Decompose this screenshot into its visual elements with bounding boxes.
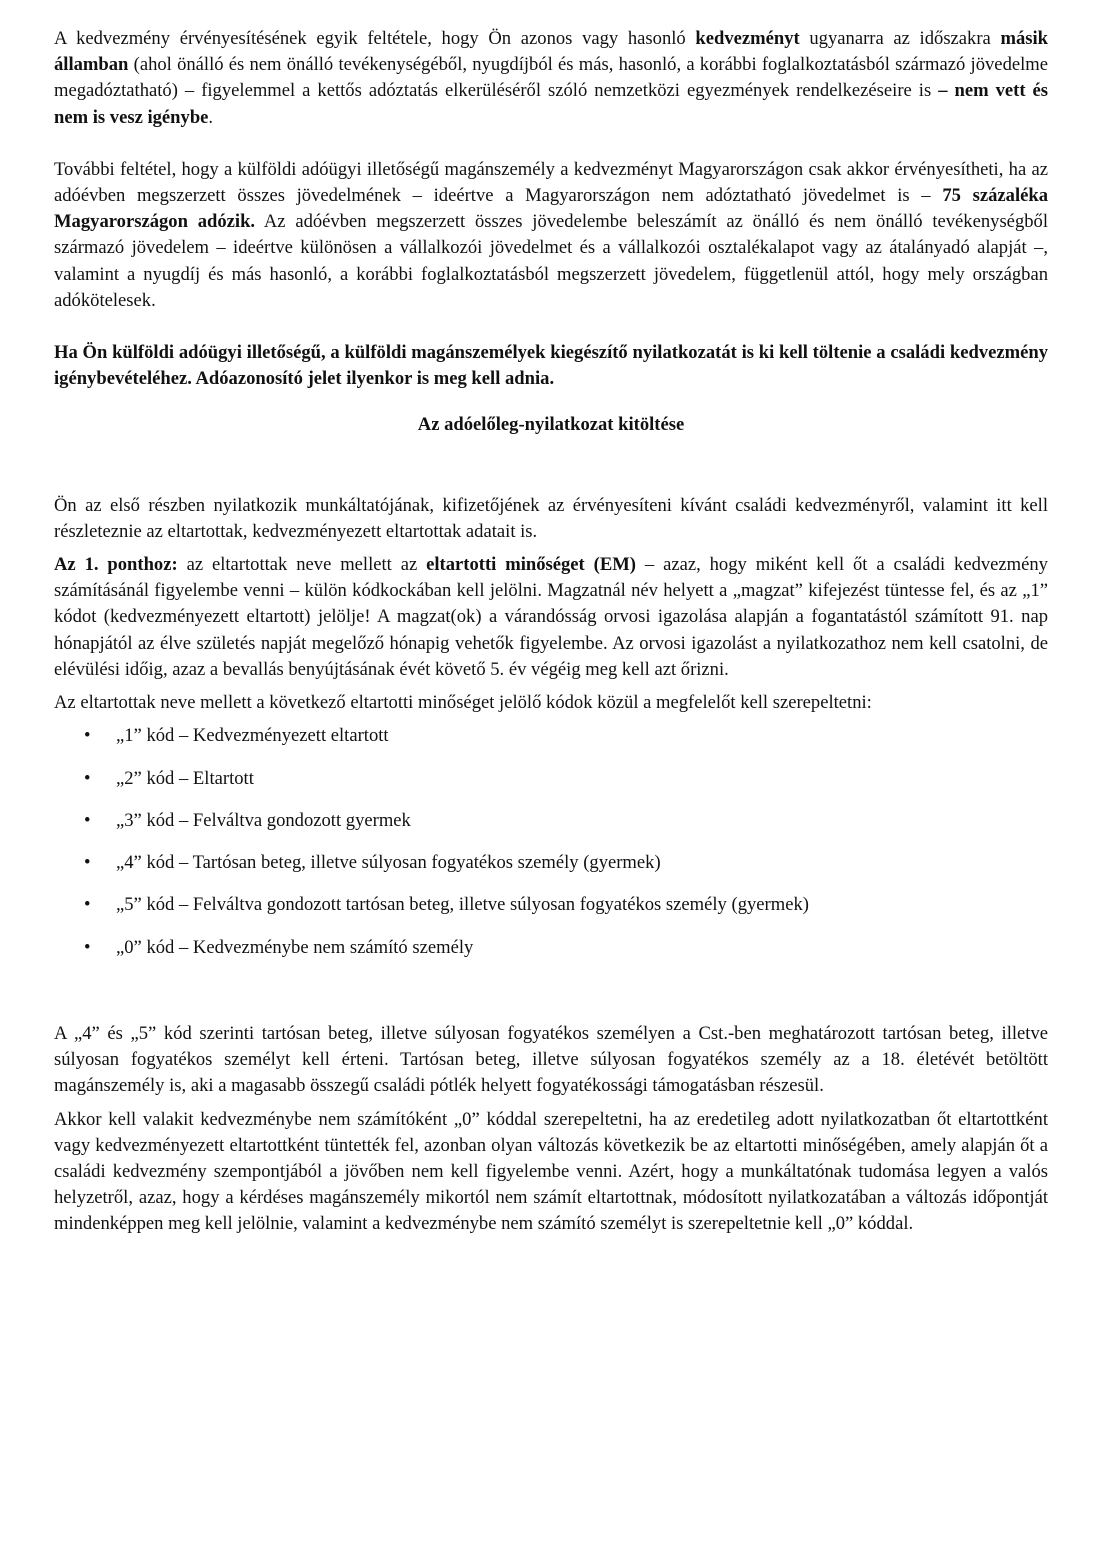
list-item: [54, 808, 1048, 850]
list-item-text: „2” kód – Eltartott: [116, 767, 254, 789]
list-item: [54, 850, 1048, 892]
section-heading: Az adóelőleg-nyilatkozat kitöltése: [417, 414, 685, 436]
list-item-text: „4” kód – Tartósan beteg, illetve súlyosan fogyatékos személy (gyermek): [116, 852, 661, 874]
bullet-icon: •: [84, 894, 91, 916]
text-span: További feltétel, hogy a külföldi adóügyi illetőségű magánszemély a kedvezményt Magyarországon csak akkor érvényesítheti, ha az adóévben megszerzett összes jövedelmének – ideértve a Magyarországon nem adóztatható jövedelmet is –: [54, 158, 1048, 207]
list-item: [54, 723, 1048, 765]
text-span: Ön az első részben nyilatkozik munkáltatójának, kifizetőjének az érvényesíteni kívánt családi kedvezményről, valamint itt kell részleteznie az eltartottak, kedvezményezett eltartottak adatait is.: [54, 494, 1048, 542]
code-list: [54, 723, 1048, 977]
list-item-text: „0” kód – Kedvezménybe nem számító személy: [116, 936, 474, 958]
list-item-text: „1” kód – Kedvezményezett eltartott: [116, 725, 389, 747]
bold-span: Az 1. ponthoz:: [54, 554, 178, 576]
text-span: az eltartottak neve mellett az: [177, 554, 427, 576]
text-span: (ahol önálló és nem önálló tevékenységéből, nyugdíjból és más, hasonló, a korábbi foglalkoztatásból származó jövedelme megadóztatható) – figyelemmel a kettős adóztatás elkerüléséről szóló nemzetközi egyezmények rendelkezéseire is: [54, 54, 1048, 102]
bullet-icon: •: [84, 767, 91, 789]
text-span: Az adóévben megszerzett összes jövedelembe beleszámít az önálló és nem önálló tevékenységből származó jövedelem – ideértve különösen a vállalkozói jövedelmet és a vállalkozói osztalékalapot vagy az átalányadó alapját –, valamint a nyugdíj és más hasonló, a korábbi foglalkoztatásból megszerzett jövedelem, függetlenül attól, hogy mely országban adókötelesek.: [54, 211, 1048, 311]
list-item-text: „5” kód – Felváltva gondozott tartósan beteg, illetve súlyosan fogyatékos személy (gyermek): [116, 894, 809, 916]
paragraph-codes-intro: [54, 690, 1048, 716]
list-item-text: „3” kód – Felváltva gondozott gyermek: [116, 809, 411, 831]
text-span: ugyanarra az időszakra: [799, 28, 1001, 49]
text-span: A kedvezmény érvényesítésének egyik feltétele, hogy Ön azonos vagy hasonló: [54, 28, 696, 49]
text-span: – azaz, hogy miként kell őt a családi kedvezmény számításánál figyelembe venni – külön kódkockában kell jelölni. Magzatnál név helyett a „magzat” kifejezést tüntesse fel, és az „1” kódot (kedvezményezett eltartott) jelölje! A magzat(ok) a várandósság orvosi igazolása alapján a fogantatástól számított 91. nap hónapjától az élve születés napját megelőző hónapig vehetők figyelembe. Az orvosi igazolást a nyilatkozathoz nem kell csatolni, de elévülési időig, azaz a bevallás benyújtásának évét követő 5. év végéig meg kell azt őrizni.: [54, 554, 1048, 680]
bold-span: – nem vett és nem is vesz igénybe: [54, 80, 1049, 128]
paragraph-point-1: [54, 552, 1048, 683]
bold-span: Ha Ön külföldi adóügyi illetőségű, a külföldi magánszemélyek kiegészítő nyilatkozatát is ki kell töltenie a családi kedvezmény igénybevételéhez. Adóazonosító jelet ilyenkor is meg kell adnia.: [54, 342, 1048, 390]
text-span: .: [208, 106, 214, 128]
text-span: Az eltartottak neve mellett a következő eltartotti minőséget jelölő kódok közül a megfelelőt kell szerepeltetni:: [54, 692, 872, 714]
bullet-icon: •: [84, 852, 91, 874]
paragraph-foreign-resident-notice: [54, 340, 1048, 392]
paragraph-first-part-intro: [54, 493, 1048, 545]
bullet-icon: •: [84, 809, 91, 831]
list-item: [54, 892, 1048, 934]
text-span: A „4” és „5” kód szerinti tartósan beteg, illetve súlyosan fogyatékos személyen a Cst.-ben meghatározott tartósan beteg, illetve súlyosan fogyatékos személyt kell érteni. Tartósan beteg, illetve súlyosan fogyatékos személy az a 18. életévét betöltött magánszemély is, aki a magasabb összegű családi pótlék helyett fogyatékossági támogatásban részesül.: [54, 1023, 1048, 1097]
bold-span: másik államban: [54, 28, 1049, 76]
bold-span: eltartotti minőséget (EM): [426, 554, 636, 576]
paragraph-code-4-5-definition: [54, 1021, 1048, 1100]
document-page: [54, 26, 1048, 1238]
bullet-icon: •: [84, 725, 91, 747]
list-item: [54, 766, 1048, 808]
bullet-icon: •: [84, 936, 91, 958]
paragraph-double-benefit-condition: [54, 26, 1048, 131]
list-item: [54, 935, 1048, 977]
text-span: Akkor kell valakit kedvezménybe nem számítóként „0” kóddal szerepeltetni, ha az eredetileg adott nyilatkozatban őt eltartottként vagy kedvezményezett eltartottként tüntették fel, azonban olyan változás következik be az eltartotti minőségében, amely alapján őt a családi kedvezmény szempontjából a jövőben nem kell figyelembe venni. Azért, hogy a munkáltatónak tudomása legyen a valós helyzetről, azaz, hogy a kérdéses magánszemély mikortól nem számít eltartottnak, módosított nyilatkozatában a változás időpontját mindenképpen meg kell jelölnie, valamint a kedvezménybe nem számító személyt is szerepeltetnie kell „0” kóddal.: [54, 1108, 1048, 1235]
paragraph-income-condition: [54, 157, 1048, 314]
bold-span: 75 százaléka Magyarországon adózik.: [54, 185, 1048, 233]
bold-span: kedvezményt: [695, 28, 800, 49]
paragraph-code-0-usage: [54, 1107, 1048, 1238]
